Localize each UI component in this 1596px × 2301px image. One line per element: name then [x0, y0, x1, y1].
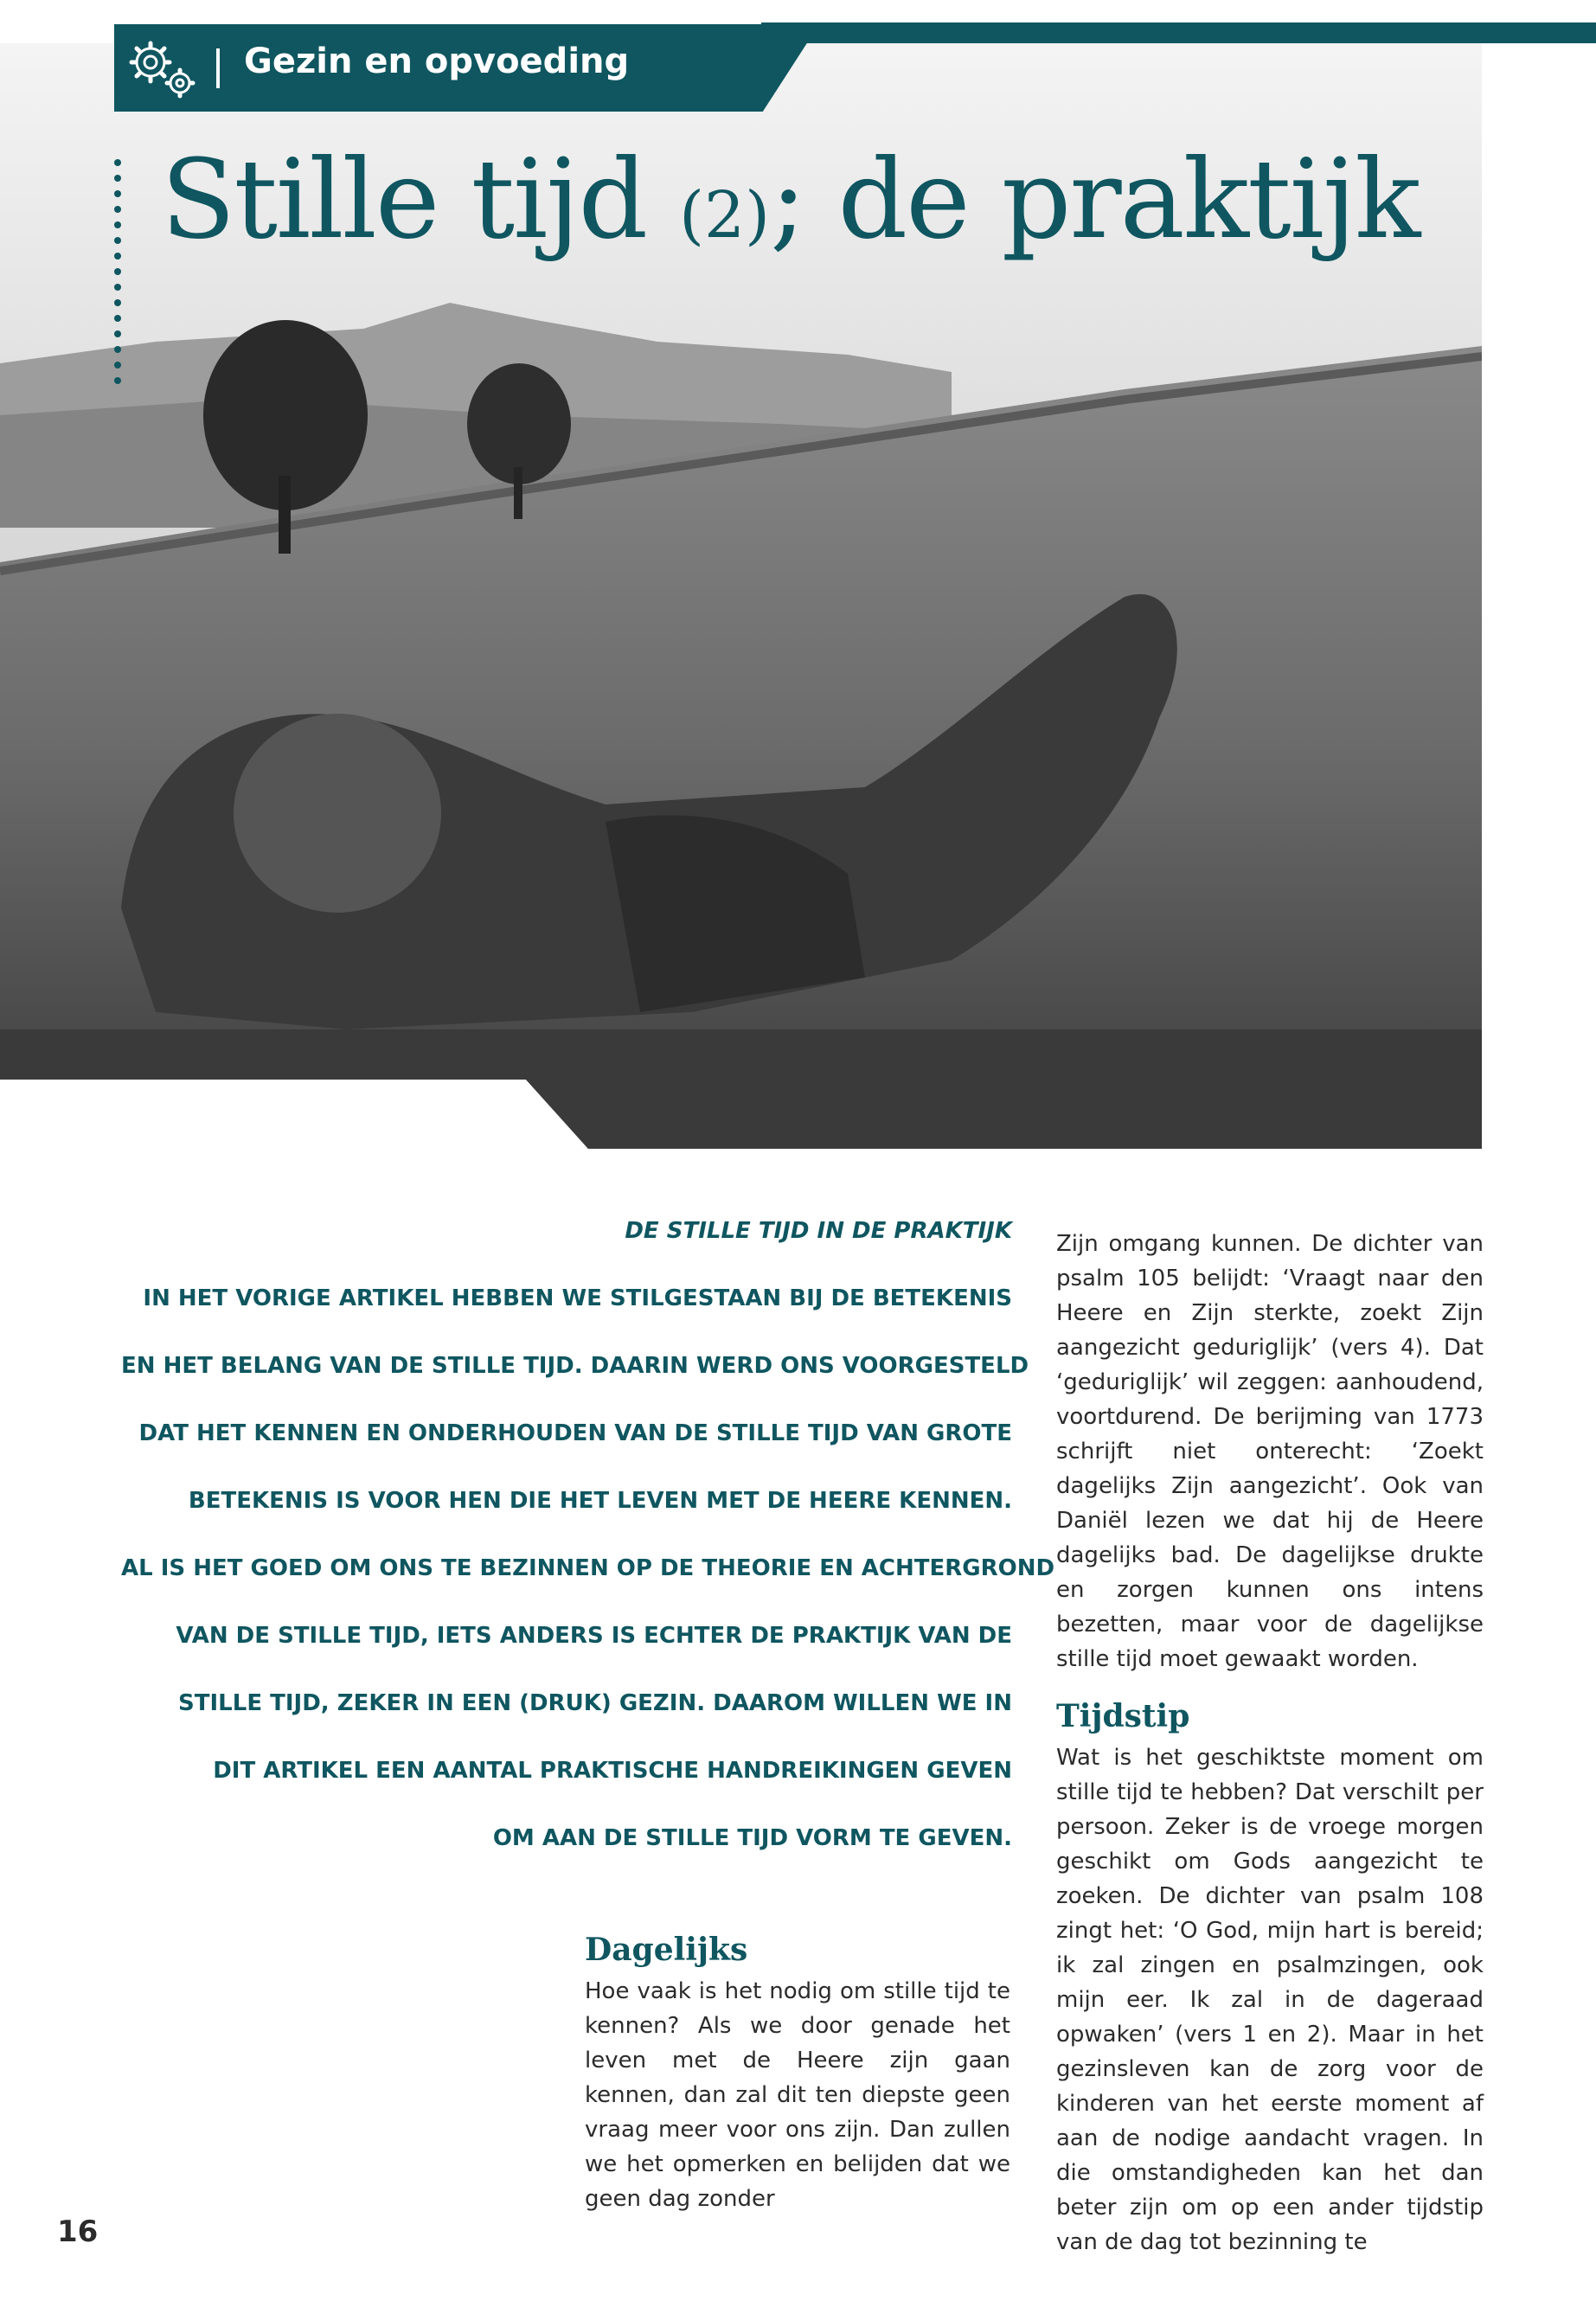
dotted-rule [112, 159, 123, 400]
body-text: Wat is het geschiktste moment om stille tijd te hebben? Dat verschilt per persoon. Zeker is de vroege morgen geschikt om Gods aangezicht te zoeken. De dichter van psalm 108 zingt het: ‘O God, mijn hart is bereid; ik zal zingen en psalmzingen, ook mijn eer. Ik zal in de dageraad opwaken’ (vers 1 en 2). Maar in het gezinsleven kan de zorg voor de kinderen van het eerste moment af aan de nodige aandacht vragen. In die omstandigheden kan het dan beter zijn om op een ander tijdstip van de dag tot bezinning te [1056, 1745, 1484, 2255]
intro-line: VAN DE STILLE TIJD, IETS ANDERS IS ECHTER DE PRAKTIJK VAN DE [176, 1623, 1012, 1649]
intro-line: EN HET BELANG VAN DE STILLE TIJD. DAARIN WERD ONS VOORGESTELD [121, 1353, 1029, 1379]
title-part1: Stille tijd [161, 136, 680, 263]
section-label: Gezin en opvoeding [244, 42, 630, 81]
gears-icon [123, 36, 199, 102]
subheading-dagelijks: Dagelijks [585, 1932, 748, 1968]
column-mid [585, 1934, 1010, 2216]
intro-line: STILLE TIJD, ZEKER IN EEN (DRUK) GEZIN. DAAROM WILLEN WE IN [178, 1690, 1012, 1716]
intro-line: BETEKENIS IS VOOR HEN DIE HET LEVEN MET DE HEERE KENNEN. [188, 1488, 1012, 1514]
page-number: 16 [57, 2214, 99, 2249]
intro-line: IN HET VORIGE ARTIKEL HEBBEN WE STILGESTAAN BIJ DE BETEKENIS [143, 1285, 1012, 1311]
tab-separator [216, 48, 220, 88]
intro-line: DIT ARTIKEL EEN AANTAL PRAKTISCHE HANDREIKINGEN GEVEN [213, 1758, 1012, 1784]
article-title [161, 136, 1420, 263]
subheading-tijdstip: Tijdstip [1056, 1698, 1190, 1734]
body-text: Hoe vaak is het nodig om stille tijd te kennen? Als we door genade het leven met de Heere zijn gaan kennen, dan zal dit ten diepste geen vraag meer voor ons zijn. Dan zullen we het opmerken en belijden dat we geen dag zonder [585, 1978, 1010, 2212]
intro-line: OM AAN DE STILLE TIJD VORM TE GEVEN. [492, 1825, 1012, 1851]
top-accent-bar [761, 22, 1596, 43]
intro-heading: DE STILLE TIJD IN DE PRAKTIJK [625, 1218, 1012, 1244]
title-paren: (2) [679, 178, 770, 253]
intro-line: AL IS HET GOED OM ONS TE BEZINNEN OP DE THEORIE EN ACHTERGROND [121, 1555, 1055, 1581]
title-part2: ; de praktijk [770, 136, 1420, 263]
body-text: Zijn omgang kunnen. De dichter van psalm 105 belijdt: ‘Vraagt naar den Heere en Zijn sterkte, zoekt Zijn aangezicht geduriglijk’ (vers 4). Dat ‘geduriglijk’ wil zeggen: aanhoudend, voortdurend. De berijming van 1773 schrijft niet onterecht: ‘Zoekt dagelijks Zijn aangezicht’. Ook van Daniël lezen we dat hij de Heere dagelijks bad. De dagelijkse drukte en zorgen kunnen ons intens bezetten, maar voor de dagelijkse stille tijd moet gewaakt worden. [1056, 1231, 1484, 1672]
intro-block [121, 1218, 1055, 1851]
intro-line: DAT HET KENNEN EN ONDERHOUDEN VAN DE STILLE TIJD VAN GROTE [138, 1420, 1012, 1446]
column-right [1056, 1227, 1484, 2259]
